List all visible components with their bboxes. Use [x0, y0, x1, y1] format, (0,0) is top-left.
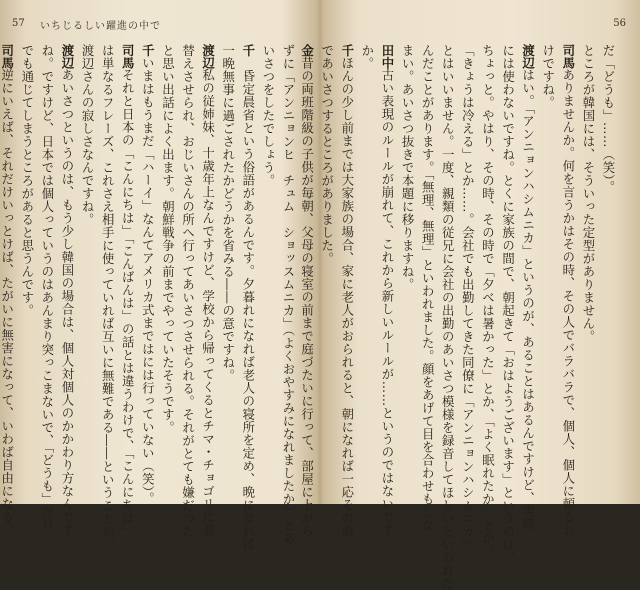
speaker-label: 司馬	[0, 44, 15, 69]
line-text: ところが韓国には、そういった定型がありません。	[580, 44, 596, 343]
line-text: 替えさせられ、おじいさんの所へ行ってあいさつさせられる。それがとても嫌だった	[180, 44, 196, 538]
text-line	[558, 44, 578, 537]
right-page-number: 56	[613, 18, 626, 29]
speaker-label: 千	[339, 44, 355, 57]
left-page-number: 57	[12, 18, 25, 29]
line-text: ありませんか。何を言うかはその時、その人でバラバラで、個人、個人に頼るわ	[560, 68, 576, 537]
speaker-label: 渡辺	[200, 44, 216, 69]
line-text: 昔の両班階級の子供が毎朝、父母の寝室の前まで庭づたいに行って、部屋に上がら	[299, 56, 315, 538]
text-line	[238, 44, 258, 551]
line-text: んだことがあります。「無理、無理」といわれました。顔をあげて目を合わせもしな	[420, 44, 436, 532]
line-text: 私の従姉妹、十歳年上なんですけど、学校から帰ってくるとチマ・チョゴリに着	[200, 68, 216, 537]
line-text: 逆にいえば、それだけいっとけば、たがいに無害になって、いわば自由になる。	[0, 68, 15, 537]
text-line	[97, 44, 117, 551]
line-text: 「きょうは冷える」とか……。会社でも出勤してきた同僚に「アンニョンハシムニカ」	[460, 44, 476, 551]
line-text: いまはもうまだ「ハーイ」なんてアメリカ式まではには行っていない（笑）。	[140, 56, 156, 506]
line-text: それと日本の「こんにちは」「こんばんは」の話とは違うわけで、「こんにちは」	[120, 68, 136, 538]
line-text: ほんの少し前までは大家族の場合、家に老人がおられると、朝になれば一応その前	[339, 56, 355, 538]
text-line	[598, 44, 618, 498]
text-line	[297, 44, 317, 538]
text-line	[77, 44, 97, 498]
speaker-label: 千	[240, 44, 256, 57]
text-line	[137, 44, 157, 506]
speaker-label: 司馬	[560, 44, 576, 69]
left-page	[0, 0, 318, 551]
text-line	[417, 44, 437, 532]
line-text: けですね。	[540, 44, 556, 109]
text-line	[437, 44, 457, 590]
text-line	[497, 44, 517, 564]
right-page	[299, 0, 640, 590]
text-line	[218, 44, 238, 498]
line-text: であいさつするところがありました。	[319, 44, 335, 265]
speaker-label: 田中	[379, 44, 395, 69]
speaker-label: 渡辺	[59, 44, 75, 69]
text-line	[357, 44, 377, 498]
text-line	[17, 44, 37, 498]
line-text: には使わないですね。とくに家族の間で、朝起きて「おはようございます」というのは、	[500, 44, 516, 564]
text-line	[578, 44, 598, 498]
line-text: だ「どうも」……（笑）。	[601, 44, 616, 194]
text-line	[397, 44, 417, 498]
line-text: とはいいません。一度、親類の従兄に会社の出勤のあいさつ模様を録音してほしいといわれた	[440, 44, 456, 590]
line-text: いさつをしたでしょう。	[260, 44, 276, 187]
line-text: あいさつというのは、もう少し韓国の場合は、個人対個人のかかわり方なんです	[59, 68, 75, 537]
running-head: いちじるしい躍進の中で	[40, 21, 161, 32]
text-line	[477, 44, 497, 558]
text-line	[0, 44, 17, 537]
line-text: か。	[359, 44, 375, 70]
text-line	[117, 44, 137, 538]
text-line	[538, 44, 558, 498]
line-text: ずに「アンニョンヒ チュム ショッスムニカ」（よくおやすみになれましたか）とあ	[281, 44, 296, 545]
text-line	[457, 44, 477, 551]
line-text: 渡辺さんの寂しさなんですね。	[80, 44, 96, 226]
line-text: は単なるフレーズ、これさえ相手に使っていれば互いに無難である――ということが、	[100, 44, 116, 551]
speaker-label: 金	[299, 44, 315, 57]
text-line	[337, 44, 357, 538]
text-line	[278, 44, 298, 545]
line-text: 古い表現のルールが崩れて、これから新しいルールが……というのではないです	[379, 68, 395, 537]
line-text: まい。あいさつ抜きで本題に移りますね。	[400, 44, 416, 291]
line-text: はい。「アンニョンハシムニカ」というのが、あることはあるんですけど、実際	[520, 68, 536, 531]
text-line	[377, 44, 397, 537]
text-line	[177, 44, 197, 538]
line-text: ちょっと。やはり、その時、その時で「夕べは暑かった」とか、「よく眠れたか」とか、	[480, 44, 496, 558]
left-page-text	[0, 44, 298, 551]
speaker-label: 千	[140, 44, 156, 57]
line-text: 昏定晨省という俗語があるんです。夕暮れになれば老人の寝所を定め、晩になれば	[240, 56, 256, 551]
text-line	[258, 44, 278, 498]
line-text: と思い出話によく出ます。朝鮮戦争の前までやっていたそうです。	[160, 44, 176, 434]
line-text: ね。ですけど、日本では個人っていうのはあんまり突っこまないで、「どうも」だけ	[39, 44, 55, 532]
line-text: でも通じてしまうところがあると思うんです。	[19, 44, 35, 317]
text-line	[37, 44, 57, 532]
text-line	[57, 44, 77, 537]
line-text: 一晩無事に過ごされたかどうかを省みる――の意ですね。	[220, 44, 236, 382]
speaker-label: 渡辺	[520, 44, 536, 69]
text-line	[317, 44, 337, 498]
right-page-text	[299, 44, 618, 590]
text-line	[157, 44, 177, 498]
speaker-label: 司馬	[120, 44, 136, 69]
text-line	[518, 44, 538, 531]
text-line	[198, 44, 218, 537]
